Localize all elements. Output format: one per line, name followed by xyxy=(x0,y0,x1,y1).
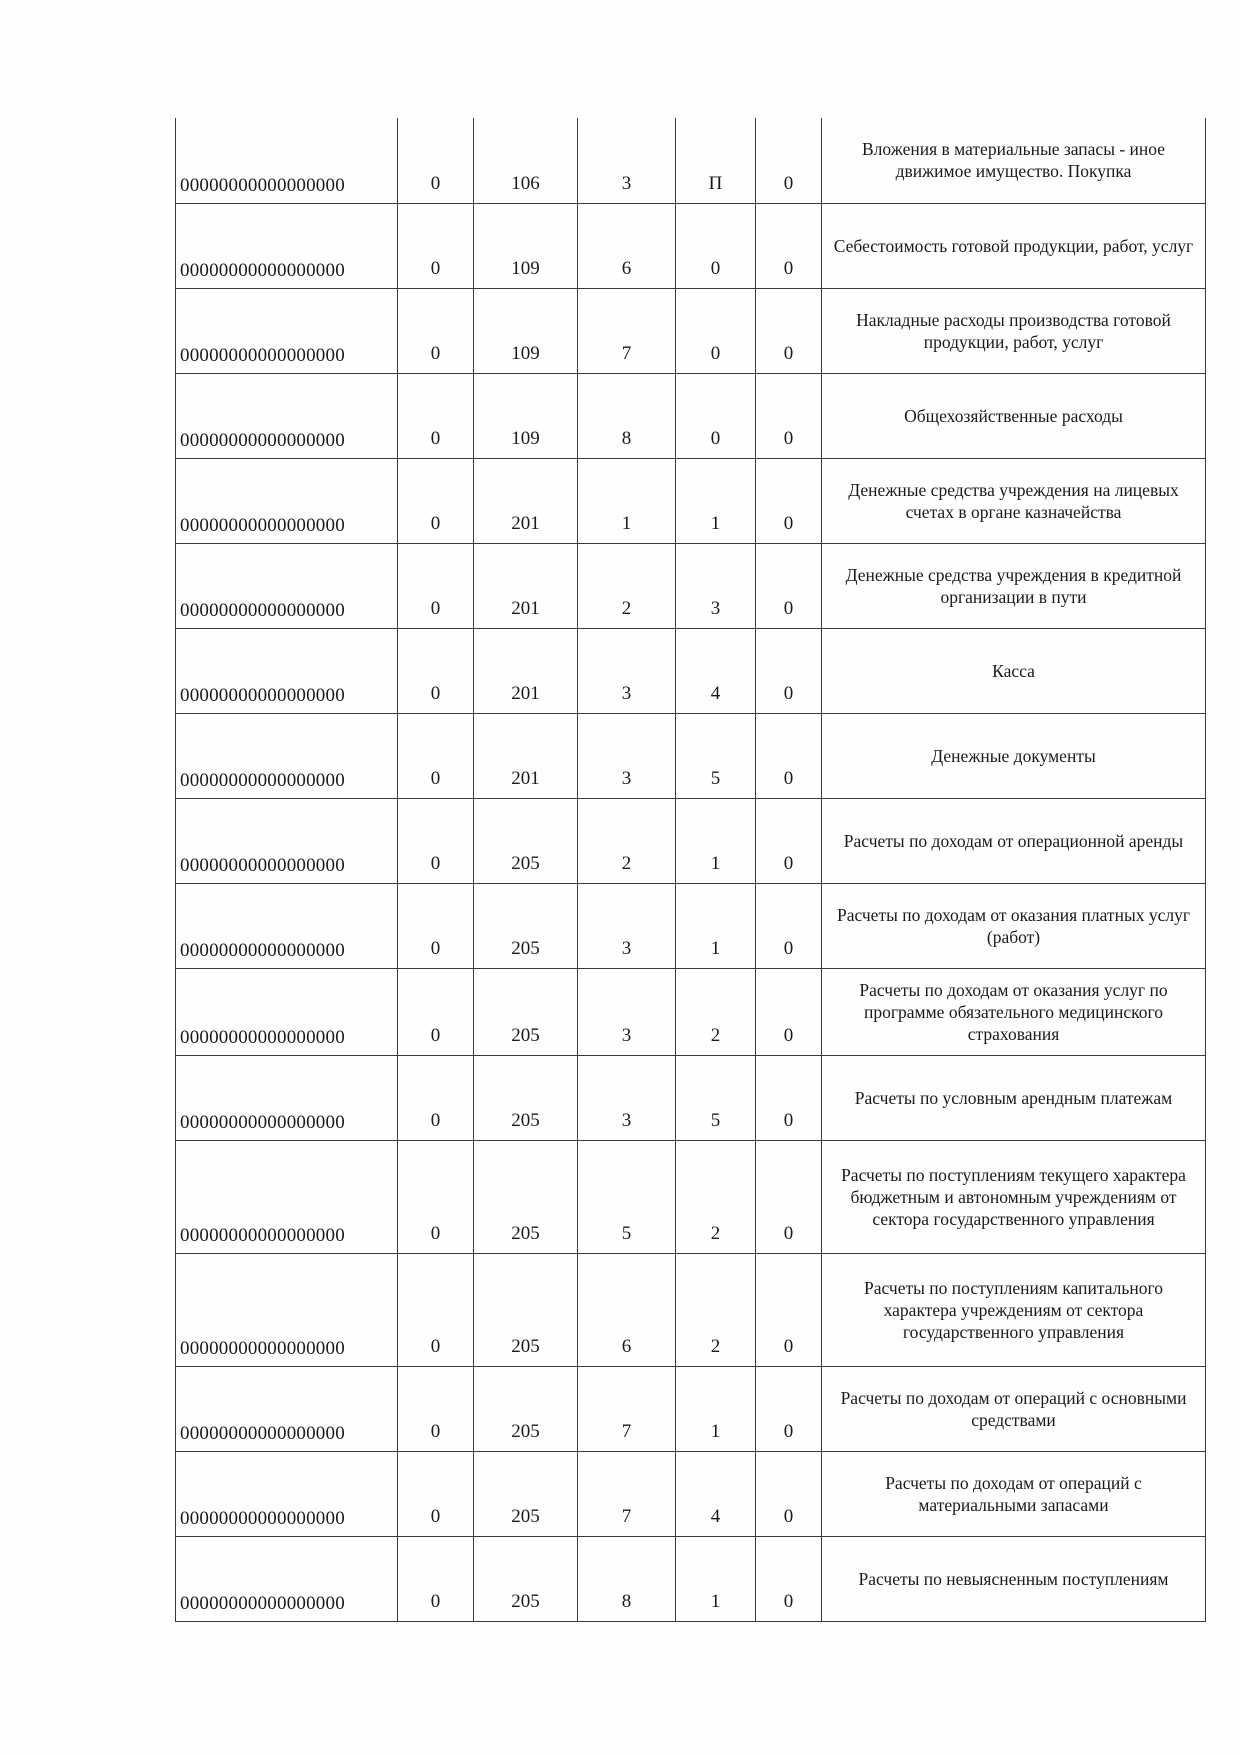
kfo-cell: 0 xyxy=(398,798,474,883)
analytic-code-cell: 0 xyxy=(756,628,822,713)
kfo-cell: 0 xyxy=(398,1253,474,1366)
account-group-cell: 3 xyxy=(578,628,676,713)
account-type-cell: 2 xyxy=(676,968,756,1055)
account-group-cell: 5 xyxy=(578,1140,676,1253)
account-name-cell: Себестоимость готовой продукции, работ, услуг xyxy=(822,203,1206,288)
kfo-cell: 0 xyxy=(398,1366,474,1451)
account-group-cell: 2 xyxy=(578,543,676,628)
table-row xyxy=(176,1055,1206,1140)
account-name-cell: Расчеты по поступлениям капитального характера учреждениям от сектора государственного управления xyxy=(822,1253,1206,1366)
account-name-cell: Расчеты по доходам от операций с материальными запасами xyxy=(822,1451,1206,1536)
account-type-cell: 1 xyxy=(676,883,756,968)
accounts-table-body xyxy=(176,118,1206,1621)
account-code-cell: 00000000000000000 xyxy=(176,713,398,798)
account-code-cell: 00000000000000000 xyxy=(176,288,398,373)
table-row xyxy=(176,1536,1206,1621)
account-type-cell: 0 xyxy=(676,203,756,288)
kfo-cell: 0 xyxy=(398,543,474,628)
account-name-cell: Общехозяйственные расходы xyxy=(822,373,1206,458)
analytic-code-cell: 0 xyxy=(756,883,822,968)
table-row xyxy=(176,288,1206,373)
synthetic-account-cell: 109 xyxy=(474,288,578,373)
account-group-cell: 3 xyxy=(578,1055,676,1140)
kfo-cell: 0 xyxy=(398,373,474,458)
analytic-code-cell: 0 xyxy=(756,1536,822,1621)
account-group-cell: 7 xyxy=(578,1366,676,1451)
account-group-cell: 8 xyxy=(578,1536,676,1621)
synthetic-account-cell: 201 xyxy=(474,458,578,543)
analytic-code-cell: 0 xyxy=(756,1140,822,1253)
analytic-code-cell: 0 xyxy=(756,1253,822,1366)
analytic-code-cell: 0 xyxy=(756,118,822,203)
analytic-code-cell: 0 xyxy=(756,203,822,288)
analytic-code-cell: 0 xyxy=(756,1366,822,1451)
accounts-table-container xyxy=(175,118,1205,1622)
accounts-table xyxy=(175,118,1206,1622)
kfo-cell: 0 xyxy=(398,968,474,1055)
account-code-cell: 00000000000000000 xyxy=(176,118,398,203)
analytic-code-cell: 0 xyxy=(756,798,822,883)
account-type-cell: 3 xyxy=(676,543,756,628)
account-group-cell: 3 xyxy=(578,118,676,203)
table-row xyxy=(176,883,1206,968)
kfo-cell: 0 xyxy=(398,288,474,373)
account-code-cell: 00000000000000000 xyxy=(176,1451,398,1536)
table-row xyxy=(176,458,1206,543)
synthetic-account-cell: 205 xyxy=(474,883,578,968)
synthetic-account-cell: 201 xyxy=(474,543,578,628)
account-code-cell: 00000000000000000 xyxy=(176,628,398,713)
table-row xyxy=(176,798,1206,883)
kfo-cell: 0 xyxy=(398,118,474,203)
synthetic-account-cell: 205 xyxy=(474,1140,578,1253)
account-code-cell: 00000000000000000 xyxy=(176,968,398,1055)
kfo-cell: 0 xyxy=(398,1055,474,1140)
account-type-cell: 4 xyxy=(676,1451,756,1536)
synthetic-account-cell: 205 xyxy=(474,968,578,1055)
analytic-code-cell: 0 xyxy=(756,543,822,628)
table-row xyxy=(176,1366,1206,1451)
table-row xyxy=(176,203,1206,288)
account-name-cell: Расчеты по невыясненным поступлениям xyxy=(822,1536,1206,1621)
kfo-cell: 0 xyxy=(398,203,474,288)
analytic-code-cell: 0 xyxy=(756,1055,822,1140)
account-name-cell: Касса xyxy=(822,628,1206,713)
account-code-cell: 00000000000000000 xyxy=(176,798,398,883)
synthetic-account-cell: 205 xyxy=(474,1536,578,1621)
account-type-cell: 1 xyxy=(676,1366,756,1451)
table-row xyxy=(176,1451,1206,1536)
kfo-cell: 0 xyxy=(398,1140,474,1253)
account-name-cell: Накладные расходы производства готовой продукции, работ, услуг xyxy=(822,288,1206,373)
account-type-cell: 0 xyxy=(676,288,756,373)
account-code-cell: 00000000000000000 xyxy=(176,1140,398,1253)
account-type-cell: 2 xyxy=(676,1253,756,1366)
analytic-code-cell: 0 xyxy=(756,288,822,373)
account-type-cell: 0 xyxy=(676,373,756,458)
synthetic-account-cell: 205 xyxy=(474,798,578,883)
kfo-cell: 0 xyxy=(398,713,474,798)
kfo-cell: 0 xyxy=(398,1536,474,1621)
account-group-cell: 3 xyxy=(578,883,676,968)
account-code-cell: 00000000000000000 xyxy=(176,543,398,628)
synthetic-account-cell: 109 xyxy=(474,203,578,288)
account-name-cell: Расчеты по условным арендным платежам xyxy=(822,1055,1206,1140)
account-name-cell: Денежные документы xyxy=(822,713,1206,798)
kfo-cell: 0 xyxy=(398,458,474,543)
analytic-code-cell: 0 xyxy=(756,458,822,543)
account-code-cell: 00000000000000000 xyxy=(176,1366,398,1451)
synthetic-account-cell: 109 xyxy=(474,373,578,458)
account-name-cell: Денежные средства учреждения на лицевых счетах в органе казначейства xyxy=(822,458,1206,543)
account-name-cell: Вложения в материальные запасы - иное движимое имущество. Покупка xyxy=(822,118,1206,203)
synthetic-account-cell: 201 xyxy=(474,628,578,713)
account-type-cell: 5 xyxy=(676,713,756,798)
table-row xyxy=(176,543,1206,628)
account-group-cell: 7 xyxy=(578,1451,676,1536)
account-name-cell: Расчеты по поступлениям текущего характера бюджетным и автономным учреждениям от сектора государственного управления xyxy=(822,1140,1206,1253)
synthetic-account-cell: 205 xyxy=(474,1366,578,1451)
account-code-cell: 00000000000000000 xyxy=(176,203,398,288)
synthetic-account-cell: 201 xyxy=(474,713,578,798)
synthetic-account-cell: 106 xyxy=(474,118,578,203)
synthetic-account-cell: 205 xyxy=(474,1055,578,1140)
account-code-cell: 00000000000000000 xyxy=(176,883,398,968)
analytic-code-cell: 0 xyxy=(756,713,822,798)
synthetic-account-cell: 205 xyxy=(474,1451,578,1536)
account-group-cell: 8 xyxy=(578,373,676,458)
account-code-cell: 00000000000000000 xyxy=(176,373,398,458)
table-row xyxy=(176,118,1206,203)
account-name-cell: Расчеты по доходам от оказания услуг по программе обязательного медицинского страхования xyxy=(822,968,1206,1055)
analytic-code-cell: 0 xyxy=(756,373,822,458)
account-type-cell: 5 xyxy=(676,1055,756,1140)
account-code-cell: 00000000000000000 xyxy=(176,1253,398,1366)
account-type-cell: 4 xyxy=(676,628,756,713)
account-type-cell: 1 xyxy=(676,798,756,883)
kfo-cell: 0 xyxy=(398,883,474,968)
account-group-cell: 6 xyxy=(578,203,676,288)
account-code-cell: 00000000000000000 xyxy=(176,1055,398,1140)
account-type-cell: 1 xyxy=(676,1536,756,1621)
account-type-cell: П xyxy=(676,118,756,203)
table-row xyxy=(176,968,1206,1055)
account-type-cell: 1 xyxy=(676,458,756,543)
kfo-cell: 0 xyxy=(398,1451,474,1536)
account-code-cell: 00000000000000000 xyxy=(176,1536,398,1621)
account-code-cell: 00000000000000000 xyxy=(176,458,398,543)
account-name-cell: Расчеты по доходам от операций с основными средствами xyxy=(822,1366,1206,1451)
kfo-cell: 0 xyxy=(398,628,474,713)
account-name-cell: Расчеты по доходам от оказания платных услуг (работ) xyxy=(822,883,1206,968)
account-group-cell: 7 xyxy=(578,288,676,373)
account-name-cell: Денежные средства учреждения в кредитной организации в пути xyxy=(822,543,1206,628)
analytic-code-cell: 0 xyxy=(756,968,822,1055)
account-name-cell: Расчеты по доходам от операционной аренды xyxy=(822,798,1206,883)
table-row xyxy=(176,1253,1206,1366)
account-type-cell: 2 xyxy=(676,1140,756,1253)
account-group-cell: 2 xyxy=(578,798,676,883)
table-row xyxy=(176,628,1206,713)
table-row xyxy=(176,1140,1206,1253)
account-group-cell: 3 xyxy=(578,968,676,1055)
table-row xyxy=(176,373,1206,458)
table-row xyxy=(176,713,1206,798)
account-group-cell: 3 xyxy=(578,713,676,798)
synthetic-account-cell: 205 xyxy=(474,1253,578,1366)
analytic-code-cell: 0 xyxy=(756,1451,822,1536)
account-group-cell: 1 xyxy=(578,458,676,543)
account-group-cell: 6 xyxy=(578,1253,676,1366)
